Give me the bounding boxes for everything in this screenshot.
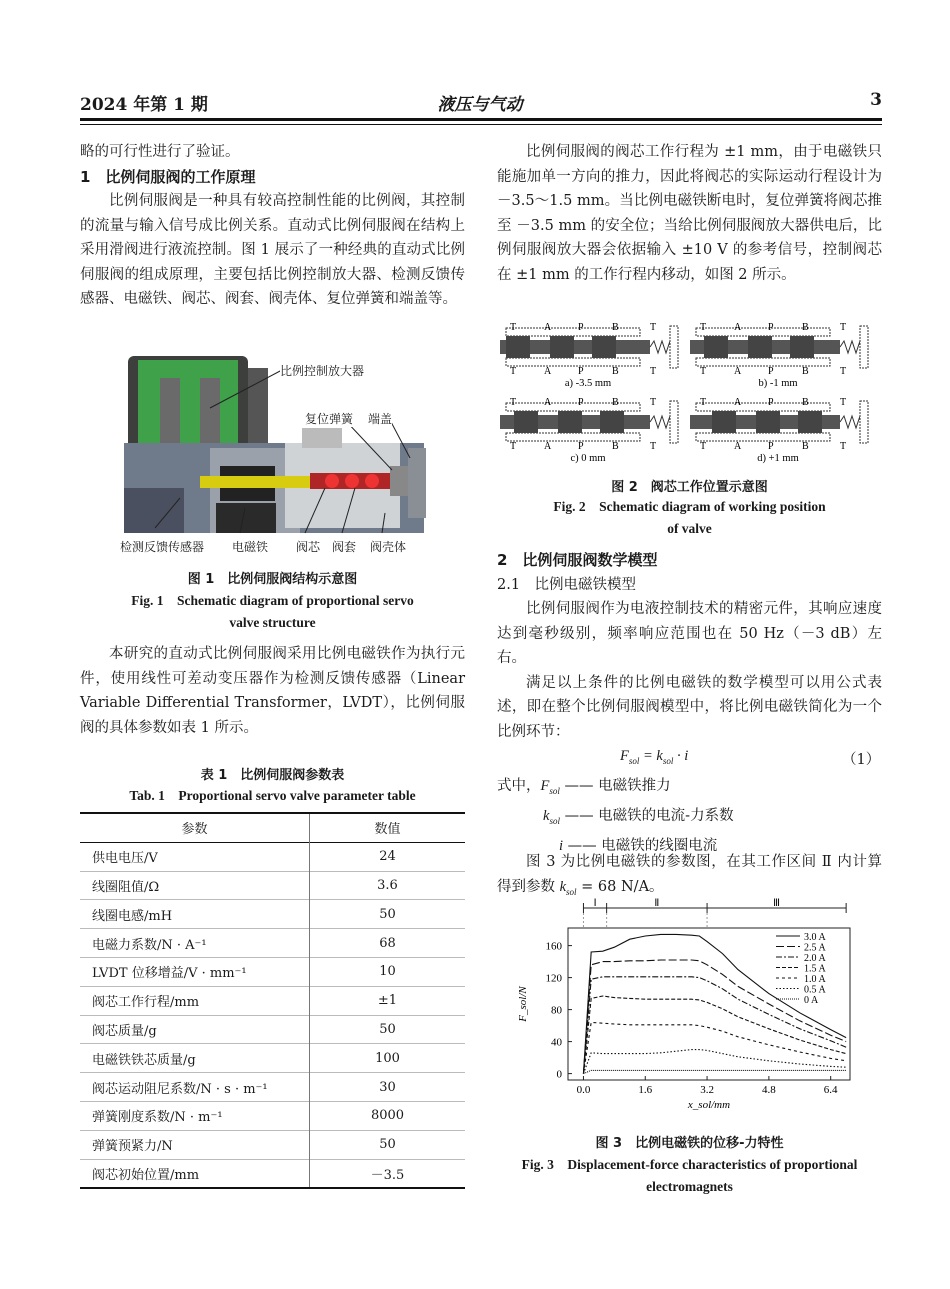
sleeve-bottom	[696, 358, 830, 366]
port-label-bottom: T	[650, 366, 657, 377]
sleeve-top	[506, 328, 640, 336]
table-header-param: 参数	[181, 822, 208, 838]
port-label-top: A	[734, 397, 742, 408]
paragraph-principle: 比例伺服阀是一种具有较高控制性能的比例阀，其控制的流量与输入信号成比例关系。直动式比例伺服阀在结构上采用滑阀进行液流控制。图 1 展示了一种经典的直动式比例伺服阀的组成原理，主要包括比例控制放大器、检测反馈传感器、电磁铁、阀芯、阀套、阀壳体、复位弹簧和端盖等。	[80, 193, 465, 307]
table-1-caption-cn: 表 1 比例伺服阀参数表	[200, 768, 345, 783]
port-label-bottom: T	[700, 366, 707, 377]
equation-1: $F_{sol} = k_{sol} \cdot i$	[620, 748, 689, 766]
table-row	[80, 929, 465, 958]
spool-land	[790, 336, 814, 358]
port-label-top: B	[612, 397, 619, 408]
spool-position-diagrams	[500, 318, 880, 468]
left-column-text	[80, 140, 465, 312]
port-label-bottom: A	[544, 366, 552, 377]
table-cell-param: 弹簧预紧力/N	[92, 1139, 173, 1155]
table-cell-value: －3.5	[310, 1159, 466, 1188]
port-label-top: P	[768, 322, 774, 333]
header-journal-issue: 2024 年第 1 期	[80, 95, 208, 115]
port-label-top: T	[510, 322, 517, 333]
spool-land	[600, 411, 624, 433]
port-label-top: T	[510, 397, 517, 408]
table-row	[80, 900, 465, 929]
table-cell-param: 阀芯运动阻尼系数/N · s · m⁻¹	[92, 1081, 268, 1097]
panel-label: b) -1 mm	[758, 378, 798, 389]
series-line	[583, 1022, 846, 1073]
port-label-top: A	[734, 322, 742, 333]
region-label: Ⅰ	[593, 898, 597, 909]
port-label-top: B	[802, 397, 809, 408]
table-cell-value: 100	[310, 1044, 466, 1073]
port-label-top: T	[650, 322, 657, 333]
legend-label: 0.5 A	[804, 984, 826, 996]
left-column-text-2	[80, 642, 465, 740]
port-label-top: T	[840, 322, 847, 333]
label-reset-spring: 复位弹簧	[305, 412, 354, 426]
sleeve-bottom	[506, 358, 640, 366]
right-column-text-2	[497, 548, 882, 744]
port-label-bottom: B	[802, 441, 809, 452]
port-label-bottom: P	[578, 441, 584, 452]
table-cell-param: 电磁力系数/N · A⁻¹	[92, 937, 207, 953]
x-tick-label: 1.6	[638, 1084, 653, 1096]
section-heading-2: 2 比例伺服阀数学模型	[497, 551, 658, 569]
port-label-top: P	[578, 322, 584, 333]
port-label-bottom: T	[700, 441, 707, 452]
spool-panel	[500, 322, 678, 389]
table-cell-value: 50	[310, 1130, 466, 1159]
port-label-top: T	[840, 397, 847, 408]
label-electromagnet: 电磁铁	[232, 540, 269, 554]
table-row	[80, 1044, 465, 1073]
end-wall	[670, 326, 678, 368]
table-cell-param: 阀芯质量/g	[92, 1023, 157, 1039]
paragraph-continuation: 略的可行性进行了验证。	[80, 144, 240, 160]
port-label-bottom: A	[734, 441, 742, 452]
region-label: Ⅱ	[654, 898, 660, 909]
right-column-text-3	[497, 850, 882, 904]
y-tick-label: 80	[551, 1004, 562, 1017]
x-tick-label: 0.0	[576, 1084, 591, 1096]
port-label-bottom: T	[510, 441, 517, 452]
label-valve-body: 阀壳体	[370, 540, 407, 554]
y-tick-label: 40	[551, 1036, 562, 1049]
panel-label: a) -3.5 mm	[564, 378, 612, 389]
figure-2-caption-cn: 图 2 阀芯工作位置示意图	[611, 480, 768, 495]
y-axis-label: F_sol/N	[517, 986, 529, 1022]
port-label-bottom: P	[578, 366, 584, 377]
port-label-bottom: T	[840, 366, 847, 377]
x-tick-label: 4.8	[762, 1084, 776, 1096]
y-tick-label: 0	[556, 1068, 562, 1081]
end-wall	[670, 401, 678, 443]
port-label-bottom: T	[510, 366, 517, 377]
sleeve-top	[696, 328, 830, 336]
table-cell-param: 线圈阻值/Ω	[92, 879, 160, 895]
port-label-bottom: A	[544, 441, 552, 452]
port-label-top: B	[612, 322, 619, 333]
port-label-top: P	[578, 397, 584, 408]
subsection-heading-2-1: 2.1 比例电磁铁模型	[497, 576, 637, 593]
legend-label: 1.5 A	[804, 963, 826, 975]
table-row	[80, 871, 465, 900]
table-cell-value: 50	[310, 900, 466, 929]
table-cell-value: 24	[310, 842, 466, 871]
table-cell-value: 8000	[310, 1101, 466, 1130]
legend-label: 2.5 A	[804, 942, 826, 954]
spool-land	[506, 336, 530, 358]
port-label-bottom: B	[612, 366, 619, 377]
port-label-top: T	[700, 397, 707, 408]
figure-3-caption-cn: 图 3 比例电磁铁的位移-力特性	[595, 1136, 784, 1151]
table-cell-value: 30	[310, 1073, 466, 1102]
spool-land	[756, 411, 780, 433]
legend-label: 0 A	[804, 995, 819, 1006]
table-row	[80, 1015, 465, 1044]
definition-coefficient: $k_{sol}$ —— 电磁铁的电流-力系数	[543, 807, 734, 826]
label-end-cap: 端盖	[368, 412, 393, 426]
label-feedback-sensor: 检测反馈传感器	[120, 540, 205, 554]
right-column-text	[497, 140, 882, 287]
spool-land	[704, 336, 728, 358]
label-sleeve: 阀套	[332, 540, 357, 554]
table-header-row	[80, 813, 465, 842]
port-label-top: A	[544, 397, 552, 408]
table-cell-param: 弹簧刚度系数/N · m⁻¹	[92, 1110, 223, 1126]
spool-panel	[690, 322, 868, 389]
table-cell-value: 10	[310, 957, 466, 986]
figure-1-caption-cn: 图 1 比例伺服阀结构示意图	[187, 572, 358, 587]
table-cell-value: 3.6	[310, 871, 466, 900]
spool-land	[712, 411, 736, 433]
spool-land	[514, 411, 538, 433]
port-label-bottom: A	[734, 366, 742, 377]
valve-structure-illustration	[120, 348, 430, 558]
section-heading-1: 1 比例伺服阀的工作原理	[80, 167, 256, 186]
table-cell-param: LVDT 位移增益/V · mm⁻¹	[92, 966, 247, 982]
equation-number: （1）	[842, 752, 881, 768]
table-cell-value: 50	[310, 1015, 466, 1044]
symbol-definitions	[497, 774, 734, 859]
spool-panel	[690, 397, 868, 464]
spool-land	[592, 336, 616, 358]
port-label-bottom: T	[650, 441, 657, 452]
table-row	[80, 1130, 465, 1159]
paragraph-model: 满足以上条件的比例电磁铁的数学模型可以用公式表述，即在整个比例伺服阀模型中，将比例电磁铁简化为一个比例环节：	[497, 674, 882, 740]
header-journal-name: 液压与气动	[437, 95, 523, 115]
definition-current: i —— 电磁铁的线圈电流	[559, 837, 718, 854]
table-cell-param: 供电电压/V	[92, 851, 158, 867]
paragraph-figure-3-ref: 图 3 为比例电磁铁的参数图，在其工作区间 Ⅱ 内计算得到参数 $k_{sol} = 68$ N/A。	[497, 854, 882, 897]
table-row	[80, 1101, 465, 1130]
label-amplifier: 比例控制放大器	[280, 364, 365, 378]
force-displacement-chart	[508, 898, 858, 1128]
figure-3-caption-en-line2: electromagnets	[646, 1179, 733, 1194]
end-wall	[860, 401, 868, 443]
figure-1-caption-en-line1: Fig. 1 Schematic diagram of proportional servo	[131, 593, 414, 608]
port-label-top: B	[802, 322, 809, 333]
sleeve-top	[696, 403, 830, 411]
paragraph-response: 比例伺服阀作为电液控制技术的精密元件，其响应速度达到毫秒级别，频率响应范围也在 50 Hz（－3 dB）左右。	[497, 601, 882, 666]
port-label-bottom: B	[802, 366, 809, 377]
legend-label: 1.0 A	[804, 974, 826, 985]
label-spool: 阀芯	[296, 540, 321, 554]
table-cell-param: 阀芯初始位置/mm	[92, 1167, 200, 1183]
parameter-table	[80, 812, 465, 1189]
sleeve-top	[506, 403, 640, 411]
spool-land	[550, 336, 574, 358]
port-label-top: T	[700, 322, 707, 333]
figure-3-chart	[508, 898, 858, 1128]
series-line	[583, 1070, 846, 1073]
header-rule-thin	[80, 124, 882, 125]
x-tick-label: 6.4	[823, 1084, 838, 1096]
spool-panel	[500, 397, 678, 464]
table-cell-param: 阀芯工作行程/mm	[92, 995, 200, 1011]
table-cell-value: 68	[310, 929, 466, 958]
table-cell-param: 线圈电感/mH	[92, 908, 173, 924]
panel-label: d) +1 mm	[757, 453, 799, 464]
header-rule-thick	[80, 118, 882, 121]
x-tick-label: 3.2	[700, 1084, 714, 1096]
y-tick-label: 160	[545, 940, 562, 953]
figure-2-caption-en-line1: Fig. 2 Schematic diagram of working position	[553, 499, 826, 514]
spool-land	[558, 411, 582, 433]
sleeve-bottom	[506, 433, 640, 441]
port-label-top: P	[768, 397, 774, 408]
sleeve-bottom	[696, 433, 830, 441]
figure-1-caption-en-line2: valve structure	[229, 615, 316, 630]
legend-label: 2.0 A	[804, 953, 826, 964]
port-label-top: A	[544, 322, 552, 333]
figure-2-caption-en-line2: of valve	[667, 521, 712, 536]
table-cell-value: ±1	[310, 986, 466, 1015]
table-row	[80, 1159, 465, 1188]
figure-2-working-positions	[500, 318, 880, 468]
definition-force: 式中，$F_{sol}$ —— 电磁铁推力	[497, 778, 671, 796]
table-1-caption-en: Tab. 1 Proportional servo valve parameter table	[129, 788, 416, 803]
table-row	[80, 986, 465, 1015]
series-line	[583, 996, 846, 1074]
table-row	[80, 842, 465, 871]
legend-label: 3.0 A	[804, 932, 826, 943]
table-header-value: 数值	[310, 813, 466, 842]
figure-1-valve-structure	[120, 348, 430, 558]
figure-3-caption-en-line1: Fig. 3 Displacement-force characteristics of proportional	[521, 1157, 858, 1172]
paragraph-lvdt: 本研究的直动式比例伺服阀采用比例电磁铁作为执行元件，使用线性可差动变压器作为检测反馈传感器（Linear Variable Differential Transformer，LVDT），比例伺服阀的具体参数如表 1 所示。	[80, 646, 465, 736]
table-row	[80, 1073, 465, 1102]
port-label-top: T	[650, 397, 657, 408]
port-label-bottom: T	[840, 441, 847, 452]
panel-label: c) 0 mm	[570, 453, 606, 464]
paragraph-stroke: 比例伺服阀的阀芯工作行程为 ±1 mm，由于电磁铁只能施加单一方向的推力，因此将阀芯的实际运动行程设计为 －3.5～1.5 mm。当比例电磁铁断电时，复位弹簧将阀芯推至 －3.5 mm 的安全位；当给比例伺服阀放大器供电后，比例伺服阀放大器会依据输入 ±10 V 的参考信号，控制阀芯在 ±1 mm 的工作行程内移动，如图 2 所示。	[497, 144, 882, 283]
x-axis-label: x_sol/mm	[687, 1099, 731, 1111]
header-page-number: 3	[870, 90, 882, 110]
port-label-bottom: B	[612, 441, 619, 452]
port-label-bottom: P	[768, 366, 774, 377]
spool-land	[748, 336, 772, 358]
table-row	[80, 957, 465, 986]
port-label-bottom: P	[768, 441, 774, 452]
table-cell-param: 电磁铁铁芯质量/g	[92, 1052, 196, 1068]
y-tick-label: 120	[545, 972, 562, 985]
region-label: Ⅲ	[773, 898, 781, 909]
end-wall	[860, 326, 868, 368]
spool-land	[798, 411, 822, 433]
